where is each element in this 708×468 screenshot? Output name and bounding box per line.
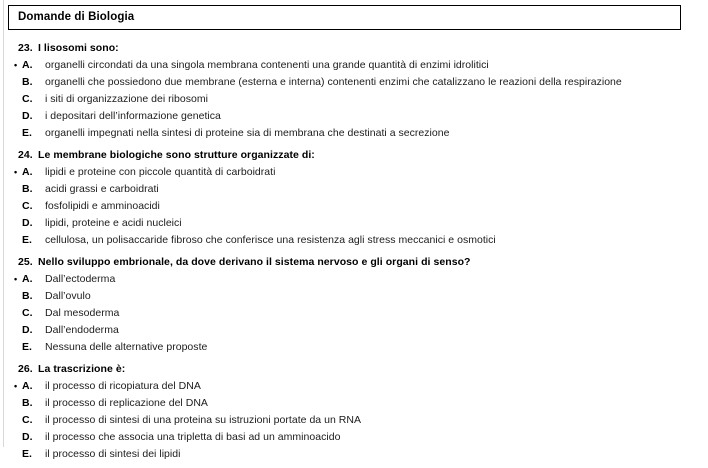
answer-option[interactable] xyxy=(18,288,694,305)
option-letter: A. xyxy=(22,380,33,392)
option-text: fosfolipidi e amminoacidi xyxy=(45,200,160,212)
question-block xyxy=(14,254,694,356)
option-text: organelli circondati da una singola membrana contenenti una grande quantità di enzimi idrolitici xyxy=(45,59,489,71)
question-number: 25. xyxy=(18,256,33,268)
question-list xyxy=(14,40,694,468)
option-letter: D. xyxy=(22,431,33,443)
option-marker xyxy=(18,125,45,142)
option-letter: E. xyxy=(22,448,32,460)
answer-option[interactable] xyxy=(18,198,694,215)
option-text: cellulosa, un polisaccaride fibroso che conferisce una resistenza agli stress meccanici e osmotici xyxy=(45,234,496,246)
option-text: organelli che possiedono due membrane (esterna e interna) contenenti enzimi che catalizzano le reazioni della respirazione xyxy=(45,76,622,88)
option-text: il processo di sintesi di una proteina su istruzioni portate da un RNA xyxy=(45,414,361,426)
option-marker xyxy=(18,215,45,232)
option-letter: B. xyxy=(22,183,33,195)
option-marker xyxy=(14,57,45,74)
option-text: il processo di replicazione del DNA xyxy=(45,397,208,409)
answer-option[interactable] xyxy=(18,429,694,446)
question-number: 23. xyxy=(18,42,33,54)
option-marker xyxy=(18,181,45,198)
answer-option[interactable] xyxy=(18,446,694,463)
option-marker xyxy=(14,378,45,395)
selected-answer-bullet-icon: • xyxy=(14,381,18,391)
answer-option[interactable] xyxy=(18,215,694,232)
option-letter: D. xyxy=(22,324,33,336)
option-marker xyxy=(18,74,45,91)
option-marker xyxy=(18,429,45,446)
question-title xyxy=(18,147,694,164)
option-marker xyxy=(18,288,45,305)
option-marker xyxy=(18,108,45,125)
answer-option[interactable] xyxy=(18,232,694,249)
answer-option[interactable] xyxy=(18,395,694,412)
answer-option[interactable] xyxy=(18,322,694,339)
answer-option[interactable] xyxy=(18,412,694,429)
option-letter: E. xyxy=(22,234,32,246)
question-block xyxy=(14,361,694,463)
header-box xyxy=(8,5,681,30)
option-letter: B. xyxy=(22,290,33,302)
option-letter: D. xyxy=(22,217,33,229)
answer-option[interactable] xyxy=(18,125,694,142)
answer-option[interactable] xyxy=(18,305,694,322)
option-text: Dall’ovulo xyxy=(45,290,91,302)
option-text: i depositari dell’informazione genetica xyxy=(45,110,221,122)
question-text: La trascrizione è: xyxy=(38,363,126,375)
option-marker xyxy=(18,395,45,412)
option-text: il processo di ricopiatura del DNA xyxy=(45,380,201,392)
answer-option[interactable] xyxy=(14,164,694,181)
option-marker xyxy=(18,198,45,215)
option-marker xyxy=(18,232,45,249)
question-block xyxy=(14,147,694,249)
answer-option[interactable] xyxy=(14,57,694,74)
option-text: il processo che associa una tripletta di basi ad un amminoacido xyxy=(45,431,341,443)
option-marker xyxy=(18,446,45,463)
option-text: organelli impegnati nella sintesi di proteine sia di membrana che destinati a secrezione xyxy=(45,127,450,139)
selected-answer-bullet-icon: • xyxy=(14,60,18,70)
option-letter: C. xyxy=(22,307,33,319)
question-text: Le membrane biologiche sono strutture organizzate di: xyxy=(38,149,315,161)
option-text: Dall’ectoderma xyxy=(45,273,116,285)
option-text: Dall’endoderma xyxy=(45,324,119,336)
option-marker xyxy=(18,91,45,108)
question-number: 26. xyxy=(18,363,33,375)
option-marker xyxy=(18,412,45,429)
option-letter: E. xyxy=(22,127,32,139)
answer-option[interactable] xyxy=(18,74,694,91)
question-text: I lisosomi sono: xyxy=(38,42,119,54)
question-block xyxy=(14,40,694,142)
answer-option[interactable] xyxy=(14,271,694,288)
option-letter: B. xyxy=(22,397,33,409)
option-letter: D. xyxy=(22,110,33,122)
question-title xyxy=(18,254,694,271)
answer-option[interactable] xyxy=(18,181,694,198)
option-letter: B. xyxy=(22,76,33,88)
option-text: Nessuna delle alternative proposte xyxy=(45,341,208,353)
option-text: lipidi, proteine e acidi nucleici xyxy=(45,217,182,229)
option-marker xyxy=(14,164,45,181)
question-text: Nello sviluppo embrionale, da dove derivano il sistema nervoso e gli organi di senso? xyxy=(38,256,471,268)
option-letter: A. xyxy=(22,273,33,285)
answer-option[interactable] xyxy=(18,108,694,125)
question-title xyxy=(18,361,694,378)
option-text: lipidi e proteine con piccole quantità di carboidrati xyxy=(45,166,276,178)
option-text: acidi grassi e carboidrati xyxy=(45,183,159,195)
question-title xyxy=(18,40,694,57)
option-marker xyxy=(14,271,45,288)
option-letter: C. xyxy=(22,414,33,426)
question-number: 24. xyxy=(18,149,33,161)
option-text: Dal mesoderma xyxy=(45,307,120,319)
answer-option[interactable] xyxy=(18,339,694,356)
option-text: il processo di sintesi dei lipidi xyxy=(45,448,181,460)
selected-answer-bullet-icon: • xyxy=(14,167,18,177)
answer-option[interactable] xyxy=(14,378,694,395)
option-letter: C. xyxy=(22,93,33,105)
option-letter: E. xyxy=(22,341,32,353)
option-letter: A. xyxy=(22,59,33,71)
option-marker xyxy=(18,305,45,322)
page-title: Domande di Biologia xyxy=(18,11,135,23)
option-letter: A. xyxy=(22,166,33,178)
option-marker xyxy=(18,322,45,339)
option-marker xyxy=(18,339,45,356)
option-text: i siti di organizzazione dei ribosomi xyxy=(45,93,208,105)
answer-option[interactable] xyxy=(18,91,694,108)
option-letter: C. xyxy=(22,200,33,212)
selected-answer-bullet-icon: • xyxy=(14,274,18,284)
